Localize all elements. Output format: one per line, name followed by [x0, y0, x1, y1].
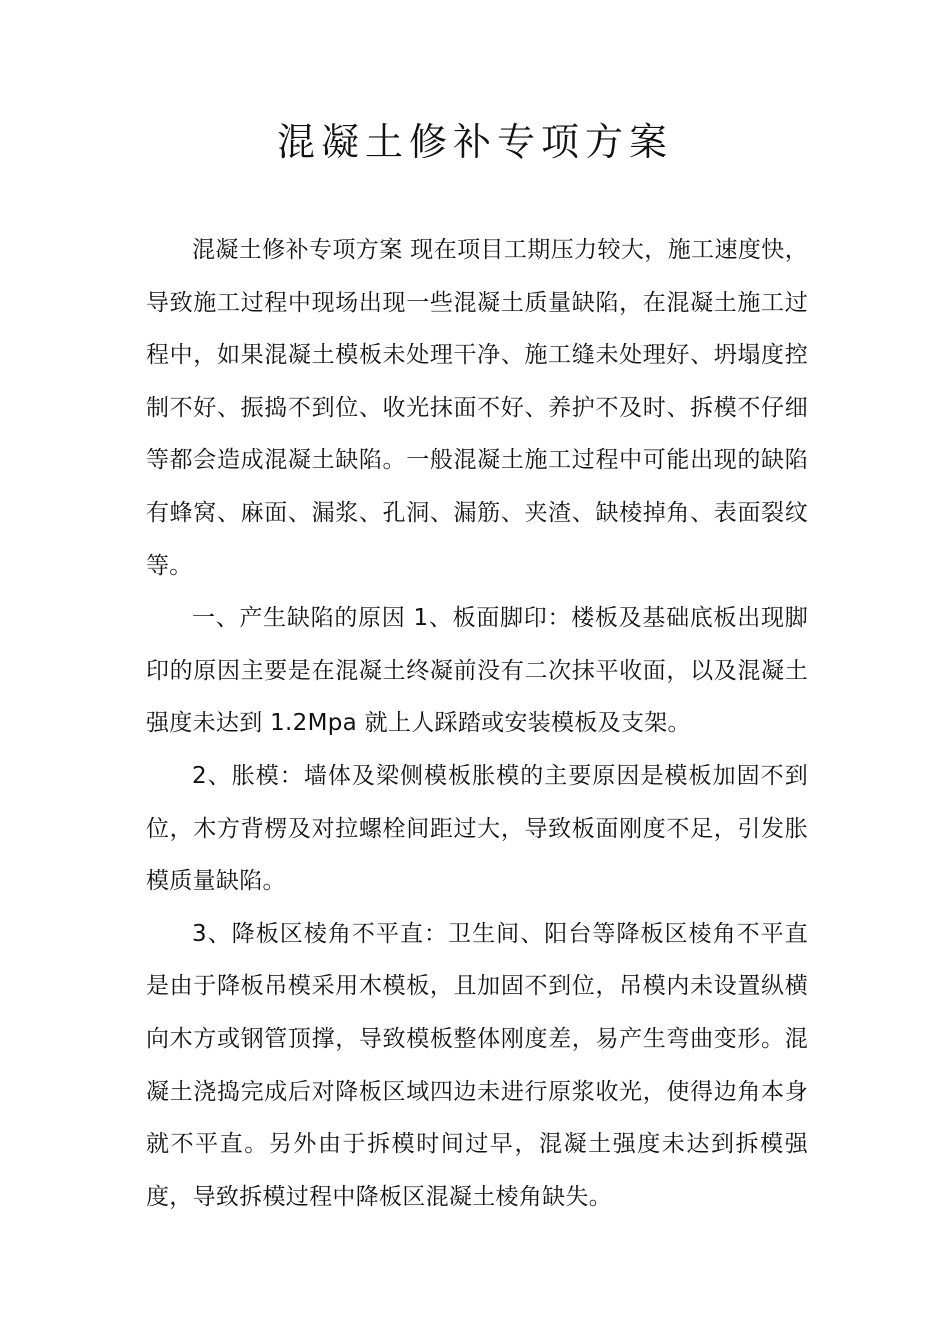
paragraph-formwork-bulging: 2、胀模：墙体及梁侧模板胀模的主要原因是模板加固不到位，木方背楞及对拉螺栓间距过大，导致板面刚度不足，引发胀模质量缺陷。 [146, 762, 808, 895]
paragraph-intro: 混凝土修补专项方案 现在项目工期压力较大，施工速度快，导致施工过程中现场出现一些混凝土质量缺陷，在混凝土施工过程中，如果混凝土模板未处理干净、施工缝未处理好、坍塌度控制不好、振捣不到位、收光抹面不好、养护不及时、拆模不仔细等都会造成混凝土缺陷。一般混凝土施工过程中可能出现的缺陷有蜂窝、麻面、漏浆、孔洞、漏筋、夹渣、缺棱掉角、表面裂纹等。 [146, 237, 808, 579]
document-body [146, 224, 808, 1223]
document-title: 混凝土修补专项方案 [276, 120, 673, 164]
paragraph-drop-slab-edges: 3、降板区棱角不平直：卫生间、阳台等降板区棱角不平直是由于降板吊模采用木模板，且加固不到位，吊模内未设置纵横向木方或钢管顶撑，导致模板整体刚度差，易产生弯曲变形。混凝土浇捣完成后对降板区域四边未进行原浆收光，使得边角本身就不平直。另外由于拆模时间过早，混凝土强度未达到拆模强度，导致拆模过程中降板区混凝土棱角缺失。 [146, 920, 808, 1210]
paragraph-causes-footprints: 一、产生缺陷的原因 1、板面脚印：楼板及基础底板出现脚印的原因主要是在混凝土终凝前没有二次抹平收面，以及混凝土强度未达到 1.2Mpa 就上人踩踏或安装模板及支架。 [146, 605, 808, 737]
